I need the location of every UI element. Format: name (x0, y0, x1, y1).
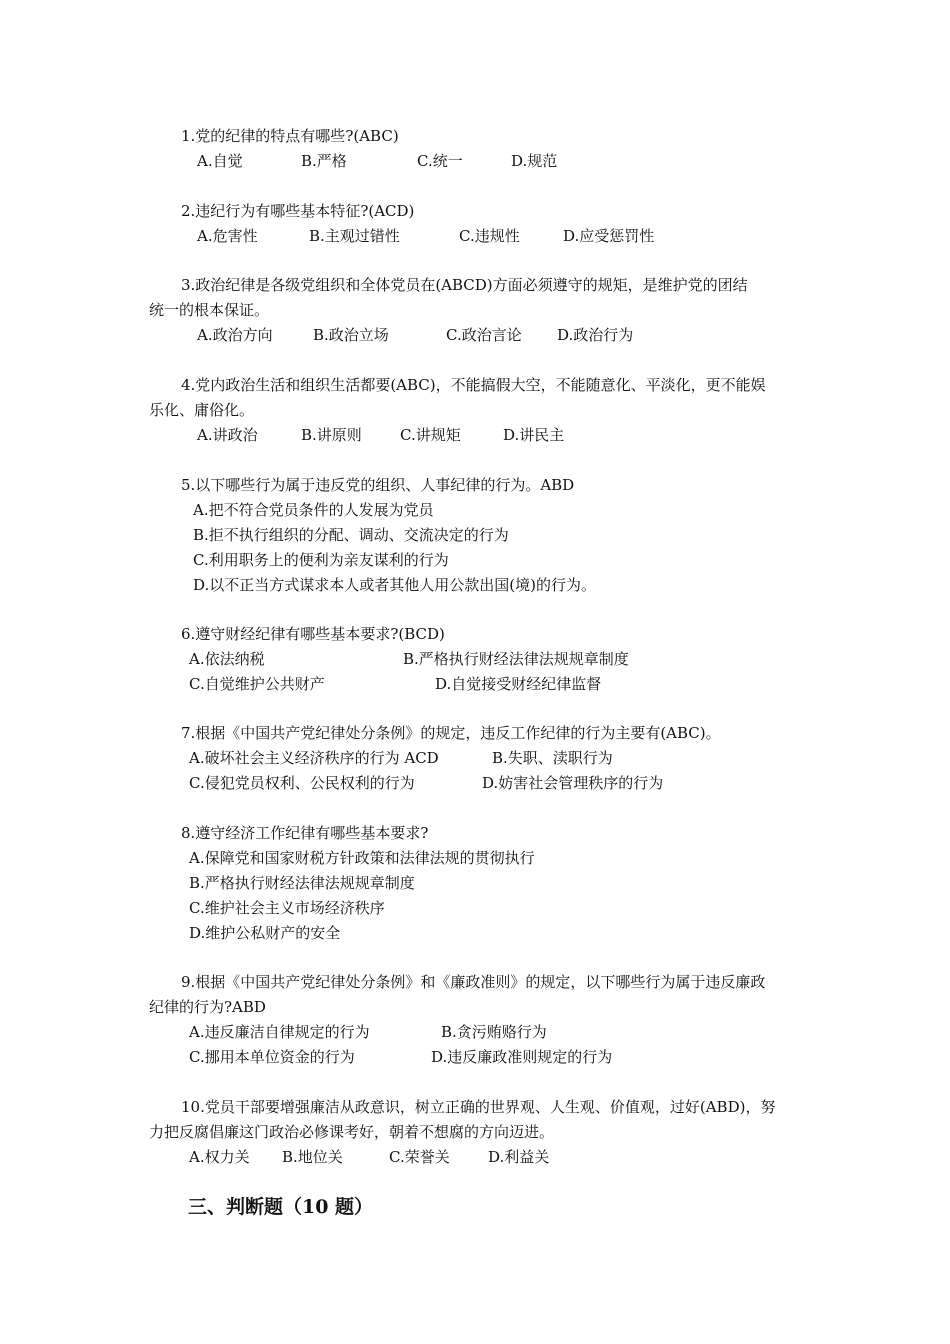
option-c: C.荣誉关 (389, 1148, 450, 1166)
option-c: C.统一 (417, 152, 463, 170)
option-a: A.权力关 (189, 1148, 250, 1166)
option-d: D.利益关 (488, 1148, 550, 1166)
option-d: D.维护公私财产的安全 (189, 924, 341, 942)
option-b: B.失职、渎职行为 (492, 749, 613, 767)
question-stem: 2.违纪行为有哪些基本特征?(ACD) (181, 202, 415, 220)
section-heading: 三、判断题（10 题） (188, 1196, 374, 1218)
option-c: C.自觉维护公共财产 (189, 675, 325, 693)
question-stem: 10.党员干部要增强廉洁从政意识，树立正确的世界观、人生观、价值观，过好(ABD)，努 (181, 1098, 776, 1116)
option-c: C.维护社会主义市场经济秩序 (189, 899, 385, 917)
option-b: B.贪污贿赂行为 (441, 1023, 547, 1041)
option-d: D.规范 (511, 152, 558, 170)
question-stem-continued: 统一的根本保证。 (149, 301, 270, 319)
option-d: D.应受惩罚性 (563, 227, 655, 245)
option-b: B.讲原则 (301, 426, 362, 444)
question-stem: 9.根据《中国共产党纪律处分条例》和《廉政准则》的规定，以下哪些行为属于违反廉政 (181, 973, 766, 991)
option-d: D.讲民主 (503, 426, 565, 444)
question-stem: 4.党内政治生活和组织生活都要(ABC)，不能搞假大空，不能随意化、平淡化，更不能娱 (181, 376, 766, 394)
question-stem: 7.根据《中国共产党纪律处分条例》的规定，违反工作纪律的行为主要有(ABC)。 (181, 724, 721, 742)
option-a: A.保障党和国家财税方针政策和法律法规的贯彻执行 (189, 849, 535, 867)
option-d: D.以不正当方式谋求本人或者其他人用公款出国(境)的行为。 (193, 576, 596, 594)
option-d: D.政治行为 (557, 326, 634, 344)
option-a: A.自觉 (197, 152, 243, 170)
option-d: D.自觉接受财经纪律监督 (435, 675, 602, 693)
question-stem: 5.以下哪些行为属于违反党的组织、人事纪律的行为。ABD (181, 476, 575, 494)
option-a: A.把不符合党员条件的人发展为党员 (193, 501, 434, 519)
option-b: B.政治立场 (313, 326, 389, 344)
option-a: A.违反廉洁自律规定的行为 (189, 1023, 370, 1041)
option-a: A.危害性 (197, 227, 258, 245)
option-b: B.严格执行财经法律法规规章制度 (189, 874, 415, 892)
option-a: A.政治方向 (197, 326, 273, 344)
option-b: B.主观过错性 (309, 227, 400, 245)
option-b: B.拒不执行组织的分配、调动、交流决定的行为 (193, 526, 509, 544)
option-c: C.政治言论 (446, 326, 522, 344)
question-stem-continued: 纪律的行为?ABD (149, 998, 266, 1016)
option-d: D.妨害社会管理秩序的行为 (482, 774, 664, 792)
question-stem: 1.党的纪律的特点有哪些?(ABC) (181, 127, 399, 145)
option-d: D.违反廉政准则规定的行为 (431, 1048, 613, 1066)
option-c: C.讲规矩 (400, 426, 461, 444)
option-b: B.严格 (301, 152, 347, 170)
option-c: C.侵犯党员权利、公民权利的行为 (189, 774, 415, 792)
option-c: C.利用职务上的便利为亲友谋利的行为 (193, 551, 449, 569)
option-b: B.地位关 (282, 1148, 343, 1166)
option-a: A.破坏社会主义经济秩序的行为 ACD (189, 749, 439, 767)
question-stem: 6.遵守财经纪律有哪些基本要求?(BCD) (181, 625, 445, 643)
question-stem-continued: 乐化、庸俗化。 (149, 401, 255, 419)
option-a: A.讲政治 (197, 426, 258, 444)
option-b: B.严格执行财经法律法规规章制度 (403, 650, 629, 668)
question-stem-continued: 力把反腐倡廉这门政治必修课考好，朝着不想腐的方向迈进。 (149, 1123, 555, 1141)
question-stem: 8.遵守经济工作纪律有哪些基本要求? (181, 824, 429, 842)
question-stem: 3.政治纪律是各级党组织和全体党员在(ABCD)方面必须遵守的规矩，是维护党的团结 (181, 276, 748, 294)
option-a: A.依法纳税 (189, 650, 265, 668)
option-c: C.违规性 (459, 227, 520, 245)
option-c: C.挪用本单位资金的行为 (189, 1048, 355, 1066)
